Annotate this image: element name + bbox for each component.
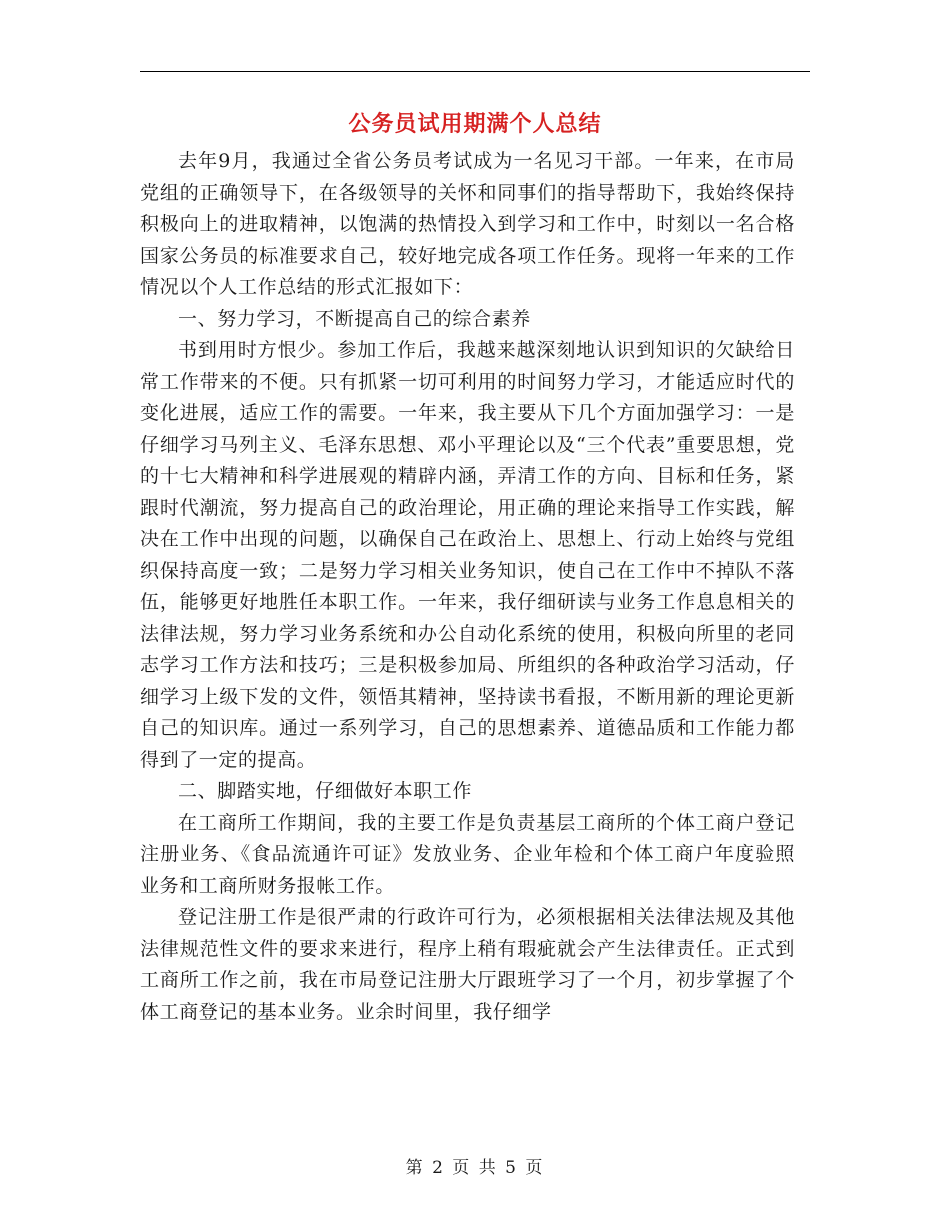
paragraph-intro: 去年9月，我通过全省公务员考试成为一名见习干部。一年来，在市局党组的正确领导下，在各级领导的关怀和同事们的指导帮助下，我始终保持积极向上的进取精神，以饱满的热情投入到学习和工作中，时刻以一名合格国家公务员的标准要求自己，较好地完成各项工作任务。现将一年来的工作情况以个人工作总结的形式汇报如下： — [140, 150, 795, 298]
paragraph-study: 书到用时方恨少。参加工作后，我越来越深刻地认识到知识的欠缺给日常工作带来的不便。只有抓紧一切可利用的时间努力学习，才能适应时代的变化进展，适应工作的需要。一年来，我主要从下几个方面加强学习：一是仔细学习马列主义、毛泽东思想、邓小平理论以及“三个代表”重要思想，党的十七大精神和科学进展观的精辟内涵，弄清工作的方向、目标和任务，紧跟时代潮流，努力提高自己的政治理论，用正确的理论来指导工作实践，解决在工作中出现的问题，以确保自己在政治上、思想上、行动上始终与党组织保持高度一致；二是努力学习相关业务知识，使自己在工作中不掉队不落伍，能够更好地胜任本职工作。一年来，我仔细研读与业务工作息息相关的法律法规，努力学习业务系统和办公自动化系统的使用，积极向所里的老同志学习工作方法和技巧；三是积极参加局、所组织的各种政治学习活动，仔细学习上级下发的文件，领悟其精神，坚持读书看报，不断用新的理论更新自己的知识库。通过一系列学习，自己的思想素养、道德品质和工作能力都得到了一定的提高。 — [140, 339, 795, 771]
section-heading-2: 二、脚踏实地，仔细做好本职工作 — [178, 780, 473, 802]
section-heading-1: 一、努力学习，不断提高自己的综合素养 — [178, 307, 531, 330]
page-number-footer: 第 2 页 共 5 页 — [405, 1158, 545, 1178]
document-body — [140, 146, 795, 1028]
paragraph-registration: 登记注册工作是很严肃的行政许可行为，必须根据相关法律法规及其他法律规范性文件的要求来进行，程序上稍有瑕疵就会产生法律责任。正式到工商所工作之前，我在市局登记注册大厅跟班学习了一个月，初步掌握了个体工商登记的基本业务。业余时间里，我仔细学 — [140, 906, 795, 1023]
paragraph-duties: 在工商所工作期间，我的主要工作是负责基层工商所的个体工商户登记注册业务、《食品流通许可证》发放业务、企业年检和个体工商户年度验照业务和工商所财务报帐工作。 — [140, 811, 795, 897]
header-rule — [140, 71, 810, 72]
document-title: 公务员试用期满个人总结 — [348, 112, 602, 137]
